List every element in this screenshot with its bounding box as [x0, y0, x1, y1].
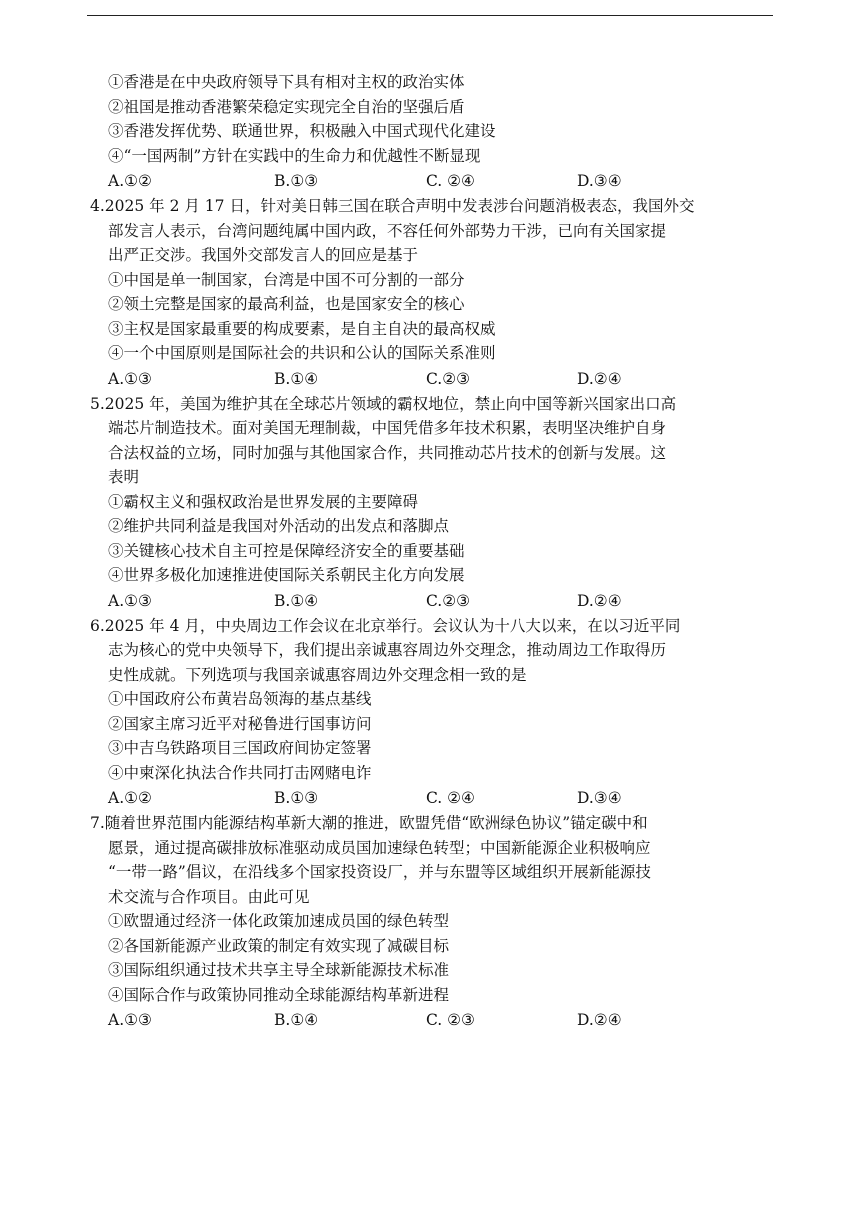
stem-line: 愿景，通过提高碳排放标准驱动成员国加速绿色转型；中国新能源企业积极响应 [108, 838, 651, 857]
answer-choice-a: A.①② [108, 789, 152, 807]
answer-choice-d: D.②④ [577, 591, 622, 610]
answer-choice-c: C.②③ [426, 369, 471, 388]
stem-line: 4.2025 年 2 月 17 日，针对美日韩三国在联合声明中发表涉台问题消极表态，我国外交 [90, 197, 695, 215]
answer-choices [90, 785, 780, 811]
answer-choice-d: D.②④ [577, 369, 622, 388]
question-q3 [90, 70, 780, 194]
stem-line: 6.2025 年 4 月，中央周边工作会议在北京举行。会议认为十八大以来，在以习近平同 [90, 616, 681, 635]
statement-option: ③国际组织通过技术共享主导全球新能源技术标准 [108, 961, 450, 979]
statement-option: ④国际合作与政策协同推动全球能源结构革新进程 [108, 985, 450, 1004]
stem-line: 志为核心的党中央领导下，我们提出亲诚惠容周边外交理念，推动周边工作取得历 [108, 641, 667, 659]
answer-choice-a: A.①③ [108, 591, 152, 610]
statement-option: ④“一国两制”方针在实践中的生命力和优越性不断显现 [108, 146, 481, 165]
answer-choice-b: B.①③ [274, 172, 319, 190]
answer-choice-d: D.②④ [577, 1011, 622, 1029]
question-q6 [90, 614, 780, 812]
answer-choice-a: A.①③ [108, 1011, 152, 1029]
answer-choice-d: D.③④ [577, 789, 622, 807]
answer-choices [90, 588, 780, 614]
statement-option: ①香港是在中央政府领导下具有相对主权的政治实体 [108, 73, 465, 91]
statement-option: ①霸权主义和强权政治是世界发展的主要障碍 [108, 492, 419, 511]
statement-option: ②祖国是推动香港繁荣稳定实现完全自治的坚强后盾 [108, 97, 465, 116]
statement-option: ④中柬深化执法合作共同打击网赌电诈 [108, 763, 372, 782]
statement-option: ②国家主席习近平对秘鲁进行国事访问 [108, 714, 372, 733]
statement-option: ①中国是单一制国家，台湾是中国不可分割的一部分 [108, 270, 465, 289]
stem-line: 部发言人表示，台湾问题纯属中国内政，不容任何外部势力干涉，已向有关国家提 [108, 221, 667, 240]
answer-choice-b: B.①④ [274, 369, 319, 388]
statement-option: ②维护共同利益是我国对外活动的出发点和落脚点 [108, 517, 450, 535]
stem-line: “一带一路”倡议，在沿线多个国家投资设厂，并与东盟等区域组织开展新能源技 [108, 863, 651, 881]
question-list [90, 70, 780, 1033]
statement-option: ③主权是国家最重要的构成要素，是自主自决的最高权威 [108, 319, 496, 338]
statement-option: ①欧盟通过经济一体化政策加速成员国的绿色转型 [108, 912, 450, 930]
answer-choices [90, 366, 780, 392]
answer-choice-b: B.①③ [274, 789, 319, 807]
statement-option: ①中国政府公布黄岩岛领海的基点基线 [108, 690, 372, 708]
statement-option: ②各国新能源产业政策的制定有效实现了减碳目标 [108, 936, 450, 955]
stem-line: 合法权益的立场，同时加强与其他国家合作，共同推动芯片技术的创新与发展。这 [108, 443, 667, 462]
statement-option: ④世界多极化加速推进使国际关系朝民主化方向发展 [108, 566, 465, 584]
stem-line: 出严正交涉。我国外交部发言人的回应是基于 [108, 246, 419, 264]
header-rule [87, 15, 773, 16]
statement-option: ③香港发挥优势、联通世界，积极融入中国式现代化建设 [108, 122, 496, 140]
stem-line: 5.2025 年，美国为维护其在全球芯片领域的霸权地位，禁止向中国等新兴国家出口高 [90, 394, 677, 413]
answer-choice-d: D.③④ [577, 172, 622, 190]
answer-choice-b: B.①④ [274, 1011, 319, 1029]
answer-choices [90, 1007, 780, 1033]
statement-option: ③关键核心技术自主可控是保障经济安全的重要基础 [108, 541, 465, 560]
stem-line: 表明 [108, 468, 140, 486]
answer-choice-c: C. ②④ [426, 789, 475, 807]
stem-line: 端芯片制造技术。面对美国无理制裁，中国凭借多年技术积累，表明坚决维护自身 [108, 419, 667, 437]
statement-option: ③中吉乌铁路项目三国政府间协定签署 [108, 739, 372, 757]
stem-line: 7.随着世界范围内能源结构革新大潮的推进，欧盟凭借“欧洲绿色协议”锚定碳中和 [90, 814, 648, 832]
answer-choices [90, 168, 780, 194]
answer-choice-a: A.①② [108, 172, 152, 190]
question-q5 [90, 392, 780, 614]
question-stem [90, 194, 780, 268]
question-stem [90, 614, 780, 688]
question-stem [90, 392, 780, 490]
statement-option: ②领土完整是国家的最高利益，也是国家安全的核心 [108, 295, 465, 313]
stem-line: 术交流与合作项目。由此可见 [108, 887, 310, 906]
answer-choice-c: C.②③ [426, 591, 471, 610]
question-q4 [90, 194, 780, 392]
statement-option: ④一个中国原则是国际社会的共识和公认的国际关系准则 [108, 344, 496, 362]
answer-choice-c: C. ②④ [426, 172, 475, 190]
answer-choice-b: B.①④ [274, 591, 319, 610]
question-stem [90, 811, 780, 909]
stem-line: 史性成就。下列选项与我国亲诚惠容周边外交理念相一致的是 [108, 665, 527, 684]
question-q7 [90, 811, 780, 1033]
answer-choice-a: A.①③ [108, 369, 152, 388]
answer-choice-c: C. ②③ [426, 1011, 475, 1029]
